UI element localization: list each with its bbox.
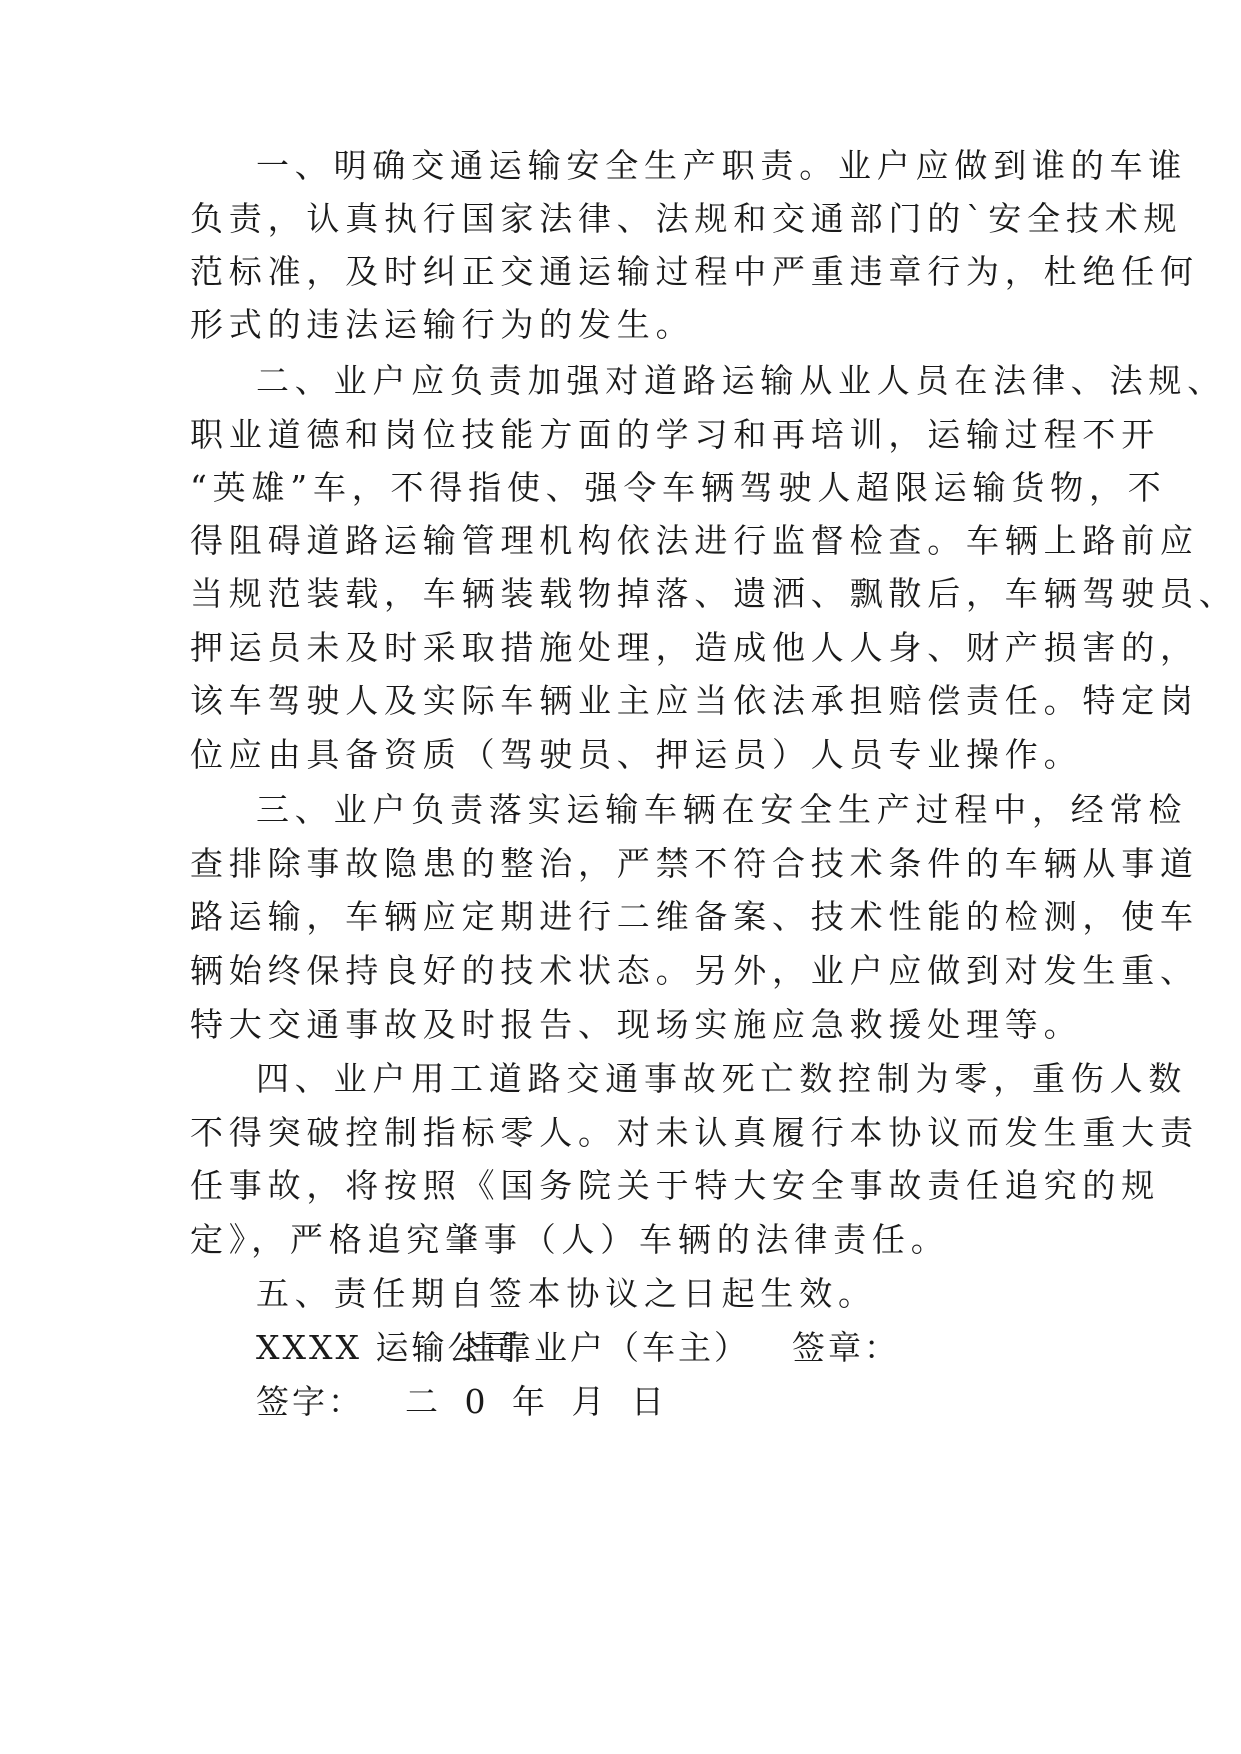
signature-seal-label: 签章： <box>792 1328 900 1367</box>
paragraph-1-line-1: 一、明确交通运输安全生产职责。业户应做到谁的车谁 <box>256 146 1188 185</box>
signature-sign-label: 签字： <box>256 1382 364 1421</box>
paragraph-2-line-5: 当规范装载，车辆装载物掉落、遗洒、飘散后，车辆驾驶员、 <box>190 574 1238 613</box>
paragraph-2-line-4: 得阻碍道路运输管理机构依法进行监督检查。车辆上路前应 <box>190 521 1199 560</box>
paragraph-4-line-3: 任事故，将按照《国务院关于特大安全事故责任追究的规 <box>190 1166 1160 1205</box>
signature-company: XXXX 运输公司 <box>256 1328 520 1367</box>
paragraph-5-line-1: 五、责任期自签本协议之日起生效。 <box>256 1274 877 1313</box>
signature-party: 挂靠业户（车主） <box>462 1328 750 1367</box>
paragraph-1-line-3: 范标准，及时纠正交通运输过程中严重违章行为，杜绝任何 <box>190 252 1199 291</box>
paragraph-2-line-1: 二、业户应负责加强对道路运输从业人员在法律、法规、 <box>256 361 1226 400</box>
paragraph-2-line-6: 押运员未及时采取措施处理，造成他人人身、财产损害的， <box>190 628 1199 667</box>
paragraph-3-line-3: 路运输，车辆应定期进行二维备案、技术性能的检测，使车 <box>190 897 1199 936</box>
paragraph-2-line-8: 位应由具备资质（驾驶员、押运员）人员专业操作。 <box>190 735 1083 774</box>
signature-date: 二 0 年 月 日 <box>405 1382 672 1421</box>
paragraph-1-line-2: 负责，认真执行国家法律、法规和交通部门的`安全技术规 <box>190 199 1183 238</box>
paragraph-3-line-5: 特大交通事故及时报告、现场实施应急救援处理等。 <box>190 1005 1083 1044</box>
paragraph-3-line-1: 三、业户负责落实运输车辆在安全生产过程中，经常检 <box>256 790 1188 829</box>
paragraph-4-line-2: 不得突破控制指标零人。对未认真履行本协议而发生重大责 <box>190 1113 1199 1152</box>
paragraph-4-line-1: 四、业户用工道路交通事故死亡数控制为零，重伤人数 <box>256 1059 1188 1098</box>
paragraph-1-line-4: 形式的违法运输行为的发生。 <box>190 305 695 344</box>
paragraph-3-line-2: 查排除事故隐患的整治，严禁不符合技术条件的车辆从事道 <box>190 844 1199 883</box>
paragraph-3-line-4: 辆始终保持良好的技术状态。另外，业户应做到对发生重、 <box>190 951 1199 990</box>
paragraph-2-line-7: 该车驾驶人及实际车辆业主应当依法承担赔偿责任。特定岗 <box>190 681 1199 720</box>
paragraph-2-line-3: “英雄”车，不得指使、强令车辆驾驶人超限运输货物，不 <box>190 468 1167 507</box>
paragraph-4-line-4: 定》，严格追究肇事（人）车辆的法律责任。 <box>190 1220 950 1259</box>
paragraph-2-line-2: 职业道德和岗位技能方面的学习和再培训，运输过程不开 <box>190 415 1160 454</box>
